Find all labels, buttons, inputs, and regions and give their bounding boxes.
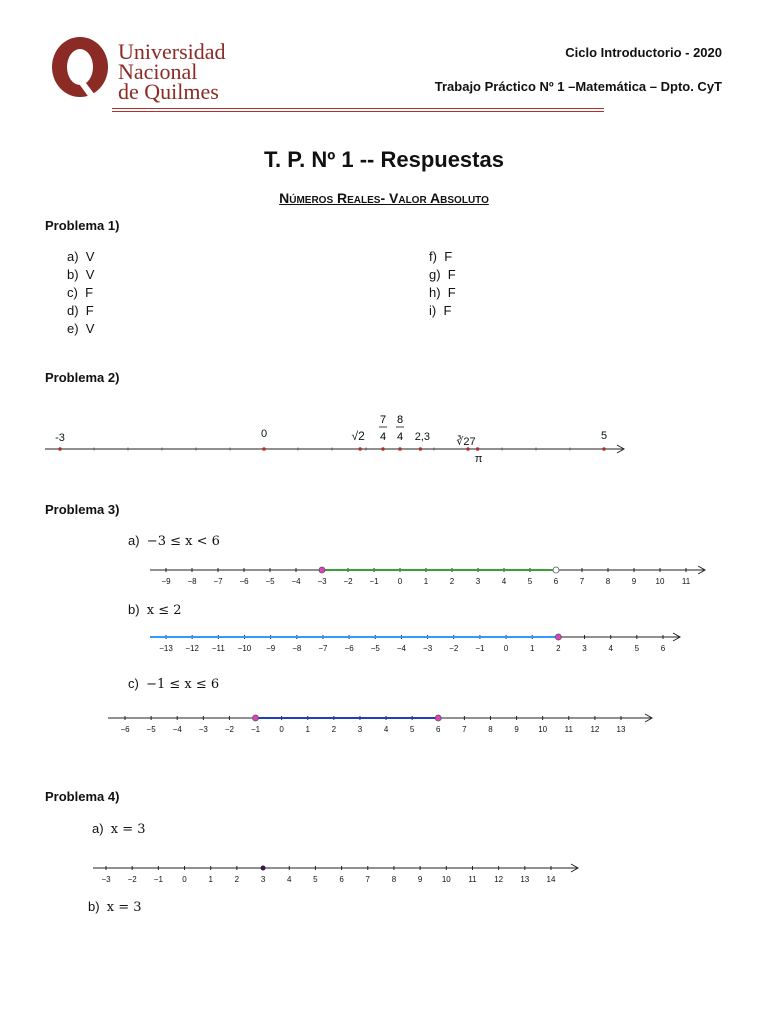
answer-item: h) F [429, 285, 456, 300]
tick-label: −5 [370, 644, 380, 653]
header-rule [112, 111, 604, 112]
tick-label: −12 [185, 644, 199, 653]
tick-label: −8 [187, 577, 197, 586]
problem-4b-statement: b) x = 3 [88, 899, 142, 915]
answer-item: a) V [67, 249, 95, 264]
tick-label: −2 [127, 875, 137, 884]
tick-label: 10 [441, 875, 451, 884]
tick-label: 12 [590, 725, 600, 734]
tick-label: −3 [317, 577, 327, 586]
answer-item: e) V [67, 321, 95, 336]
point-marker [476, 447, 480, 451]
tick-label: 3 [582, 644, 587, 653]
tick-label: 4 [501, 577, 507, 586]
tick-label: 8 [391, 875, 397, 884]
point-marker [419, 447, 423, 451]
problem-3-label: Problema 3) [45, 502, 120, 517]
point-label: ∛27 [456, 436, 476, 448]
answer-item: f) F [429, 249, 453, 264]
course-name: Ciclo Introductorio - 2020 [565, 45, 722, 60]
interval-endpoint [555, 634, 561, 640]
tick-label: −5 [146, 725, 156, 734]
tick-label: −4 [172, 725, 182, 734]
tick-label: 13 [520, 875, 530, 884]
page-title: T. P. Nº 1 -- Respuestas [264, 147, 504, 172]
tick-label: −2 [224, 725, 234, 734]
tick-label: 2 [556, 644, 561, 653]
tick-label: 0 [279, 725, 284, 734]
tick-label: 5 [313, 875, 318, 884]
problem-3c-statement: c) −1 ≤ x ≤ 6 [128, 676, 220, 692]
tick-label: −4 [396, 644, 406, 653]
interval-endpoint [253, 715, 259, 721]
tick-label: 0 [397, 577, 403, 586]
tick-label: 6 [660, 644, 666, 653]
problem-2-label: Problema 2) [45, 370, 120, 385]
point-label: 0 [260, 428, 268, 440]
tick-label: −7 [213, 577, 223, 586]
header-subtitle: Trabajo Práctico Nº 1 –Matemática – Dpto. CyT [434, 79, 722, 94]
tick-label: 1 [208, 875, 213, 884]
tick-label: −6 [120, 725, 130, 734]
fraction-denominator: 4 [379, 431, 387, 443]
problem-4a-statement: a) x = 3 [92, 821, 146, 837]
interval-endpoint [553, 567, 559, 573]
tick-label: 3 [260, 875, 266, 884]
tick-label: 9 [417, 875, 423, 884]
logo-line: Nacional [118, 59, 198, 84]
interval-endpoint [319, 567, 325, 573]
tick-label: 13 [616, 725, 626, 734]
fraction-numerator: 8 [396, 414, 404, 426]
point-label: π [474, 453, 483, 465]
number-line-problem-4a [0, 858, 768, 888]
tick-label: −11 [211, 644, 225, 653]
number-line-problem-3b [0, 627, 768, 657]
answer-item: g) F [429, 267, 456, 282]
tick-label: −1 [250, 725, 261, 734]
tick-label: 4 [287, 875, 292, 884]
tick-label: 11 [468, 875, 477, 884]
tick-label: −4 [291, 577, 301, 586]
logo-line: de Quilmes [118, 79, 219, 104]
tick-label: 7 [462, 725, 467, 734]
tick-label: 9 [631, 577, 637, 586]
point-label: √2 [351, 429, 365, 443]
point-marker [381, 447, 385, 451]
tick-label: −9 [161, 577, 171, 586]
answer-item: c) F [67, 285, 94, 300]
fraction-numerator: 7 [379, 414, 387, 426]
logo-q-icon [50, 35, 112, 103]
tick-label: −9 [266, 644, 276, 653]
tick-label: 1 [305, 725, 310, 734]
tick-label: 11 [564, 725, 573, 734]
problem-4-label: Problema 4) [45, 789, 120, 804]
university-logo [50, 35, 112, 103]
logo-wordmark [118, 39, 226, 104]
tick-label: 1 [423, 577, 429, 586]
tick-label: 5 [409, 725, 415, 734]
tick-label: 11 [681, 577, 691, 586]
answer-item: i) F [429, 303, 452, 318]
answer-item: d) F [67, 303, 94, 318]
tick-label: 3 [475, 577, 481, 586]
point-label: 2,3 [414, 431, 431, 443]
tick-label: −5 [265, 577, 275, 586]
tick-label: 6 [436, 725, 441, 734]
tick-label: −1 [153, 875, 163, 884]
tick-label: 2 [234, 875, 240, 884]
fraction-denominator: 4 [396, 431, 404, 443]
tick-label: 5 [634, 644, 640, 653]
tick-label: 4 [383, 725, 389, 734]
number-line-problem-3a [0, 560, 768, 590]
problem-3b-statement: b) x ≤ 2 [128, 602, 182, 618]
header-rule [112, 108, 604, 109]
tick-label: −3 [198, 725, 208, 734]
tick-label: −10 [237, 644, 252, 653]
tick-label: 5 [527, 577, 533, 586]
number-line-problem-3c [0, 708, 768, 738]
section-title: Números Reales- Valor Absoluto [279, 190, 489, 206]
tick-label: −3 [101, 875, 111, 884]
tick-label: 8 [605, 577, 611, 586]
tick-label: −7 [318, 644, 328, 653]
number-line-problem-2 [0, 405, 768, 470]
point-marker [358, 447, 362, 451]
tick-label: 6 [553, 577, 559, 586]
tick-label: 9 [514, 725, 519, 734]
interval-endpoint [435, 715, 441, 721]
problem-1-answers-right [429, 248, 456, 320]
tick-label: 1 [529, 644, 535, 653]
tick-label: −3 [423, 644, 433, 653]
point-marker [261, 866, 266, 871]
tick-label: −2 [343, 577, 353, 586]
tick-label: 7 [365, 875, 370, 884]
tick-label: 7 [579, 577, 585, 586]
problem-1-label: Problema 1) [45, 218, 120, 233]
point-marker [58, 447, 62, 451]
tick-label: 10 [538, 725, 548, 734]
tick-label: 12 [494, 875, 504, 884]
tick-label: −1 [369, 577, 379, 586]
problem-1-answers-left [67, 248, 94, 338]
tick-label: 6 [339, 875, 344, 884]
tick-label: −13 [159, 644, 173, 653]
tick-label: 14 [546, 875, 556, 884]
answer-item: b) V [67, 267, 95, 282]
point-marker [398, 447, 402, 451]
tick-label: −6 [239, 577, 249, 586]
tick-label: 8 [488, 725, 493, 734]
problem-3a-statement: a) −3 ≤ x < 6 [128, 533, 220, 549]
tick-label: −1 [475, 644, 485, 653]
tick-label: 0 [182, 875, 187, 884]
tick-label: −8 [292, 644, 302, 653]
tick-label: −2 [449, 644, 459, 653]
tick-label: −6 [344, 644, 354, 653]
logo-line: Universidad [118, 39, 226, 64]
point-marker [262, 447, 266, 451]
tick-label: 10 [655, 577, 665, 586]
tick-label: 4 [608, 644, 613, 653]
tick-label: 3 [357, 725, 363, 734]
tick-label: 2 [331, 725, 337, 734]
point-label: 5 [600, 430, 608, 442]
tick-label: 2 [449, 577, 455, 586]
point-label: -3 [55, 432, 65, 444]
point-marker [602, 447, 606, 451]
tick-label: 0 [503, 644, 509, 653]
